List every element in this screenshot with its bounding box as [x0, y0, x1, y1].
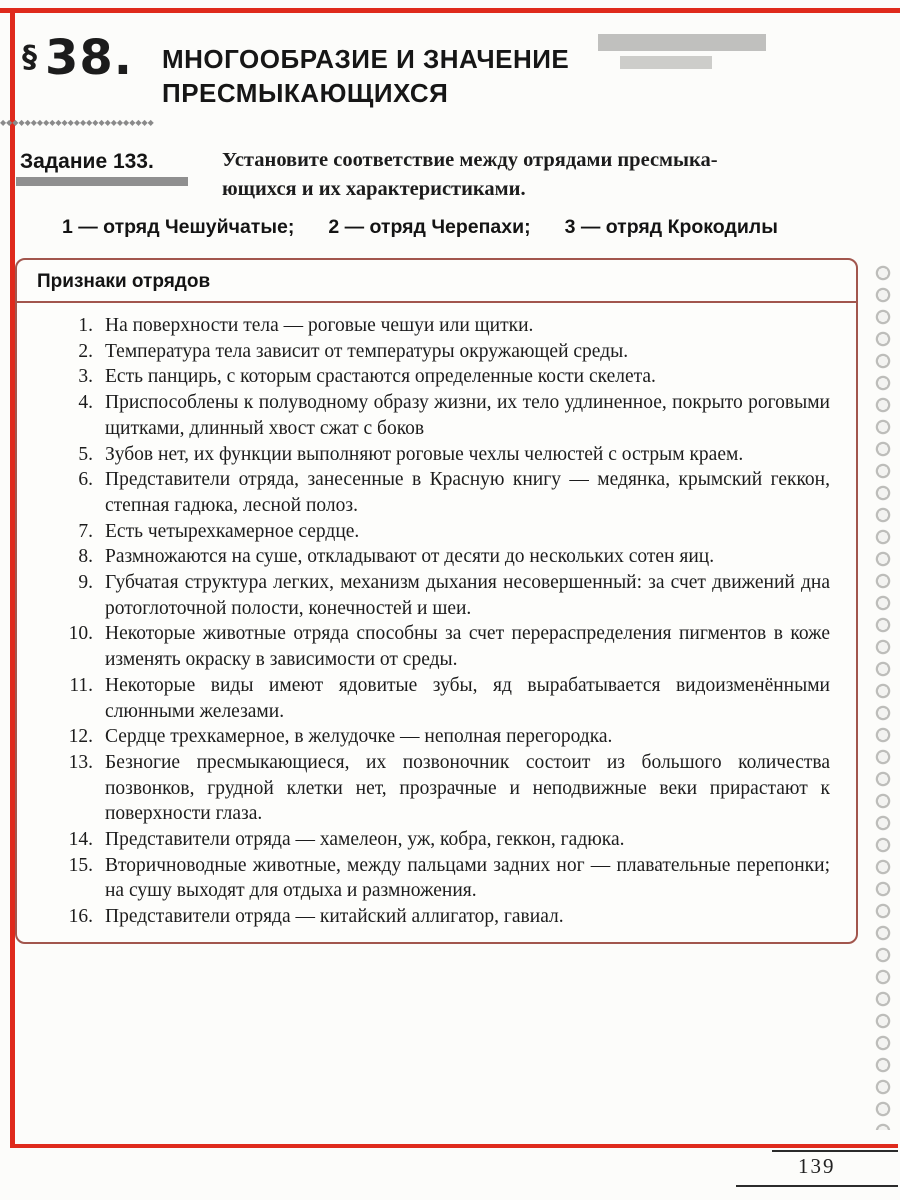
- trait-number: 5.: [78, 443, 93, 465]
- trait-text: Размножаются на суше, откладывают от десяти до нескольких сотен яиц.: [105, 546, 715, 568]
- trait-item: [51, 827, 830, 853]
- trait-number: 10.: [68, 623, 93, 645]
- trait-text: Безногие пресмыкающиеся, их позвоночник состоит из большого количества позвонков, грудной клетки нет, прозрачные и неподвижные веки прирастают к поверхности глаза.: [105, 751, 830, 825]
- trait-item: [51, 570, 830, 621]
- trait-number: 16.: [68, 906, 93, 928]
- trait-item: [51, 904, 830, 930]
- section-sign: §: [22, 40, 37, 75]
- task-label-underline: [16, 177, 188, 186]
- trait-item: [51, 621, 830, 672]
- trait-number: 1.: [78, 315, 93, 336]
- trait-item: [51, 544, 830, 570]
- trait-number: 4.: [78, 392, 93, 414]
- task-label: Задание 133.: [20, 150, 154, 173]
- trait-number: 9.: [78, 572, 93, 594]
- order-crocodilia: 3 — отряд Крокодилы: [564, 216, 778, 238]
- trait-item: [51, 673, 830, 724]
- trait-number: 6.: [78, 469, 93, 491]
- trait-item: [51, 364, 830, 390]
- page-title-line-2: ПРЕСМЫКАЮЩИХСЯ: [162, 78, 449, 108]
- order-testudines: 2 — отряд Черепахи;: [328, 216, 531, 238]
- traits-box: [15, 258, 858, 944]
- trait-number: 13.: [68, 751, 93, 773]
- trait-text: Некоторые виды имеют ядовитые зубы, яд вырабатывается видоизменёнными слюнными железами.: [105, 674, 830, 722]
- trait-text: Сердце трехкамерное, в желудочке — неполная перегородка.: [105, 726, 613, 748]
- trait-text: Есть панцирь, с которым срастаются определенные кости скелета.: [105, 366, 656, 388]
- section-number: 38.: [45, 30, 134, 86]
- diamond-divider: ◆◆◆◆◆◆◆◆◆◆◆◆◆◆◆◆◆◆◆◆◆◆◆◆◆: [0, 118, 154, 127]
- page-title: [162, 42, 569, 110]
- trait-item: [51, 519, 830, 545]
- trait-item: [51, 724, 830, 750]
- trait-text: Вторичноводные животные, между пальцами задних ног — плавательные перепонки; на сушу выходят для отдыха и размножения.: [105, 854, 830, 902]
- trait-number: 3.: [78, 366, 93, 388]
- trait-item: [51, 442, 830, 468]
- task-text-line-1: Установите соответствие между отрядами пресмыка-: [222, 149, 718, 171]
- footer-rule-bottom: [736, 1185, 898, 1187]
- footer-rule-top: [772, 1150, 898, 1152]
- trait-item: [51, 339, 830, 365]
- section-heading: [22, 30, 133, 86]
- traits-list: [17, 303, 856, 942]
- red-frame-top: [0, 8, 900, 13]
- red-frame-bottom: [10, 1144, 898, 1148]
- trait-text: На поверхности тела — роговые чешуи или щитки.: [105, 315, 534, 336]
- trait-text: Некоторые животные отряда способны за счет перераспределения пигментов в коже изменять окраску в зависимости от среды.: [105, 623, 830, 671]
- trait-number: 2.: [78, 340, 93, 362]
- trait-number: 7.: [78, 520, 93, 542]
- orders-line: [62, 216, 778, 239]
- trait-text: Есть четырехкамерное сердце.: [105, 520, 360, 542]
- trait-number: 15.: [68, 854, 93, 876]
- grey-redaction-bar-1: [598, 34, 766, 51]
- trait-text: Приспособлены к полуводному образу жизни, их тело удлиненное, покрыто роговыми щитками, длинный хвост сжат с боков: [105, 392, 830, 439]
- traits-box-header: Признаки отрядов: [17, 260, 856, 303]
- trait-text: Представители отряда, занесенные в Красную книгу — медянка, крымский геккон, степная гадюка, лесной полоз.: [105, 469, 830, 516]
- page-number: 139: [798, 1154, 836, 1178]
- trait-text: Представители отряда — китайский аллигатор, гавиал.: [105, 906, 564, 928]
- task-text-line-2: ющихся и их характеристиками.: [222, 178, 526, 200]
- trait-item: [51, 467, 830, 518]
- grey-redaction-bar-2: [620, 56, 712, 69]
- perforated-edge: [868, 262, 898, 1130]
- trait-number: 8.: [78, 546, 93, 568]
- page-title-line-1: МНОГООБРАЗИЕ И ЗНАЧЕНИЕ: [162, 44, 570, 74]
- trait-number: 14.: [68, 829, 93, 851]
- order-squamata: 1 — отряд Чешуйчатые;: [62, 216, 295, 238]
- trait-text: Губчатая структура легких, механизм дыхания несовершенный: за счет движений дна ротоглоточной полости, конечностей и шеи.: [105, 572, 830, 619]
- trait-item: [51, 853, 830, 904]
- trait-number: 12.: [68, 726, 93, 748]
- trait-number: 11.: [69, 674, 93, 696]
- trait-item: [51, 750, 830, 827]
- trait-text: Представители отряда — хамелеон, уж, кобра, геккон, гадюка.: [105, 829, 625, 851]
- trait-item: [51, 313, 830, 339]
- trait-text: Температура тела зависит от температуры окружающей среды.: [105, 340, 629, 362]
- trait-item: [51, 390, 830, 441]
- trait-text: Зубов нет, их функции выполняют роговые чехлы челюстей с острым краем.: [105, 443, 744, 465]
- task-text: [222, 146, 877, 204]
